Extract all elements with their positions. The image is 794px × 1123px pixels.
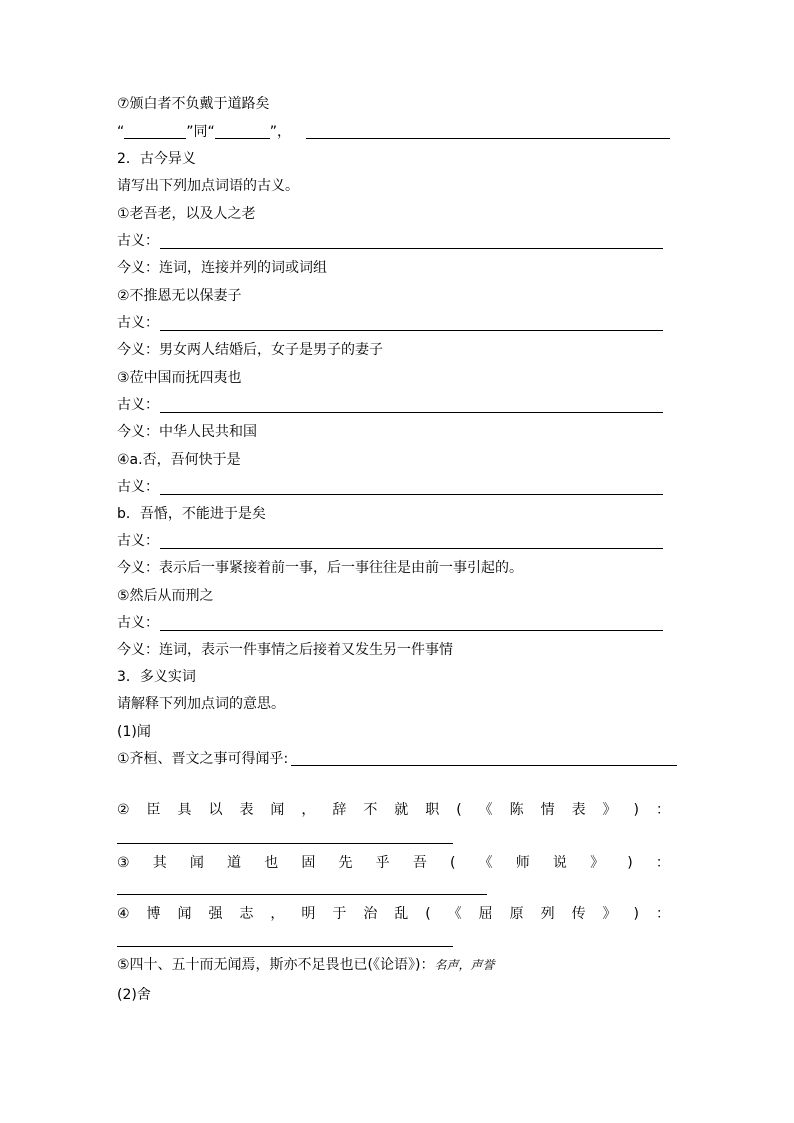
char: 》 bbox=[590, 855, 605, 871]
jinyi-5: 今义：连词，表示一件事情之后接着又发生另一件事情 bbox=[117, 642, 453, 658]
char: 道 bbox=[227, 855, 242, 871]
guyi-blank-1[interactable] bbox=[160, 248, 663, 249]
wen-blank-3[interactable] bbox=[117, 894, 487, 895]
char: 其 bbox=[152, 855, 167, 871]
guyi-label-2: 古义： bbox=[117, 315, 159, 331]
char: ④ bbox=[117, 906, 130, 922]
jinyi-3: 今义：中华人民共和国 bbox=[117, 424, 257, 440]
char: ： bbox=[655, 855, 670, 871]
guyi-label-4b: 古义： bbox=[117, 533, 159, 549]
char: ) bbox=[633, 802, 639, 818]
char: 陈 bbox=[509, 802, 524, 818]
item-3-sentence: ③莅中国而抚四夷也 bbox=[117, 370, 242, 386]
guyi-label-4a: 古义： bbox=[117, 479, 159, 495]
wen-sentence-2 bbox=[117, 800, 670, 820]
char: 表 bbox=[571, 802, 586, 818]
section-3-instruction: 请解释下列加点词的意思。 bbox=[117, 696, 285, 712]
char: 乎 bbox=[375, 855, 390, 871]
char: 辞 bbox=[332, 802, 347, 818]
char: 固 bbox=[301, 855, 316, 871]
guyi-label-3: 古义： bbox=[117, 397, 159, 413]
char: 以 bbox=[208, 802, 223, 818]
char: 》 bbox=[602, 802, 617, 818]
char: 乱 bbox=[394, 906, 409, 922]
open-quote: “ bbox=[117, 124, 125, 140]
guyi-blank-2[interactable] bbox=[160, 330, 663, 331]
jinyi-2: 今义：男女两人结婚后，女子是男子的妻子 bbox=[117, 342, 383, 358]
char: ③ bbox=[117, 855, 130, 871]
char: 情 bbox=[540, 802, 555, 818]
char: 不 bbox=[363, 802, 378, 818]
item-1-sentence: ①老吾老，以及人之老 bbox=[117, 206, 256, 222]
char: 列 bbox=[540, 906, 555, 922]
char: 闻 bbox=[177, 906, 192, 922]
wen-blank-2[interactable] bbox=[117, 843, 453, 844]
char: ： bbox=[655, 802, 670, 818]
guyi-label-1: 古义： bbox=[117, 233, 159, 249]
char: 师 bbox=[515, 855, 530, 871]
char: ) bbox=[627, 855, 633, 871]
char: ， bbox=[301, 802, 316, 818]
char: ( bbox=[425, 906, 431, 922]
word-2-heading: (2)舍 bbox=[117, 987, 151, 1003]
char: ， bbox=[270, 906, 285, 922]
jinyi-1: 今义：连词，连接并列的词或词组 bbox=[117, 260, 327, 276]
wen-blank-1[interactable] bbox=[291, 765, 677, 766]
char: 职 bbox=[425, 802, 440, 818]
item-4a-sentence: ④a.否，吾何快于是 bbox=[117, 452, 241, 468]
char: 说 bbox=[552, 855, 567, 871]
wen-sentence-5 bbox=[117, 955, 495, 975]
section-3-heading: 3．多义实词 bbox=[117, 669, 196, 685]
close-quote: ”， bbox=[269, 124, 292, 140]
char: 屈 bbox=[478, 906, 493, 922]
guyi-blank-5[interactable] bbox=[160, 630, 663, 631]
tongjia-explanation-blank[interactable] bbox=[306, 138, 670, 139]
char: 吾 bbox=[412, 855, 427, 871]
char: 具 bbox=[177, 802, 192, 818]
tongjia-fill-row bbox=[117, 122, 291, 142]
char: 》 bbox=[602, 906, 617, 922]
char: 《 bbox=[478, 802, 493, 818]
char: 表 bbox=[239, 802, 254, 818]
guyi-blank-3[interactable] bbox=[160, 412, 663, 413]
wen-sentence-4 bbox=[117, 904, 670, 924]
char: 原 bbox=[509, 906, 524, 922]
char: 治 bbox=[363, 906, 378, 922]
guyi-blank-4b[interactable] bbox=[160, 548, 663, 549]
wen-sentence-3 bbox=[117, 853, 670, 873]
char: ② bbox=[117, 802, 130, 818]
guyi-label-5: 古义： bbox=[117, 615, 159, 631]
char: 臣 bbox=[146, 802, 161, 818]
section-2-heading: 2．古今异义 bbox=[117, 151, 196, 167]
wen-sentence-1: ①齐桓、晋文之事可得闻乎: bbox=[117, 751, 289, 767]
char: 志 bbox=[239, 906, 254, 922]
tongjia-blank-1[interactable] bbox=[124, 124, 186, 139]
word-1-heading: (1)闻 bbox=[117, 724, 151, 740]
wen-sentence-5-answer: 名声，声誉 bbox=[434, 958, 495, 972]
wen-sentence-5-text: ⑤四十、五十而无闻焉，斯亦不足畏也已(《论语》)： bbox=[117, 957, 435, 973]
item-7-sentence: ⑦颁白者不负戴于道路矣 bbox=[117, 96, 270, 112]
tongjia-blank-2[interactable] bbox=[215, 124, 270, 139]
char: 传 bbox=[571, 906, 586, 922]
char: 先 bbox=[338, 855, 353, 871]
char: 于 bbox=[332, 906, 347, 922]
tongjia-connector: ”同“ bbox=[186, 124, 215, 140]
char: 闻 bbox=[270, 802, 285, 818]
item-4b-sentence: b．吾惛，不能进于是矣 bbox=[117, 506, 266, 522]
char: 就 bbox=[394, 802, 409, 818]
jinyi-4: 今义：表示后一事紧接着前一事，后一事往往是由前一事引起的。 bbox=[117, 560, 523, 576]
char: 《 bbox=[478, 855, 493, 871]
guyi-blank-4a[interactable] bbox=[160, 494, 663, 495]
wen-blank-4[interactable] bbox=[117, 946, 453, 947]
section-2-instruction: 请写出下列加点词语的古义。 bbox=[117, 178, 299, 194]
char: ) bbox=[633, 906, 639, 922]
char: 博 bbox=[146, 906, 161, 922]
item-2-sentence: ②不推恩无以保妻子 bbox=[117, 288, 242, 304]
char: 闻 bbox=[189, 855, 204, 871]
char: ( bbox=[449, 855, 456, 871]
item-5-sentence: ⑤然后从而刑之 bbox=[117, 588, 214, 604]
char: 也 bbox=[264, 855, 279, 871]
char: ： bbox=[655, 906, 670, 922]
char: 《 bbox=[447, 906, 462, 922]
char: 明 bbox=[301, 906, 316, 922]
char: 强 bbox=[208, 906, 223, 922]
char: ( bbox=[456, 802, 462, 818]
